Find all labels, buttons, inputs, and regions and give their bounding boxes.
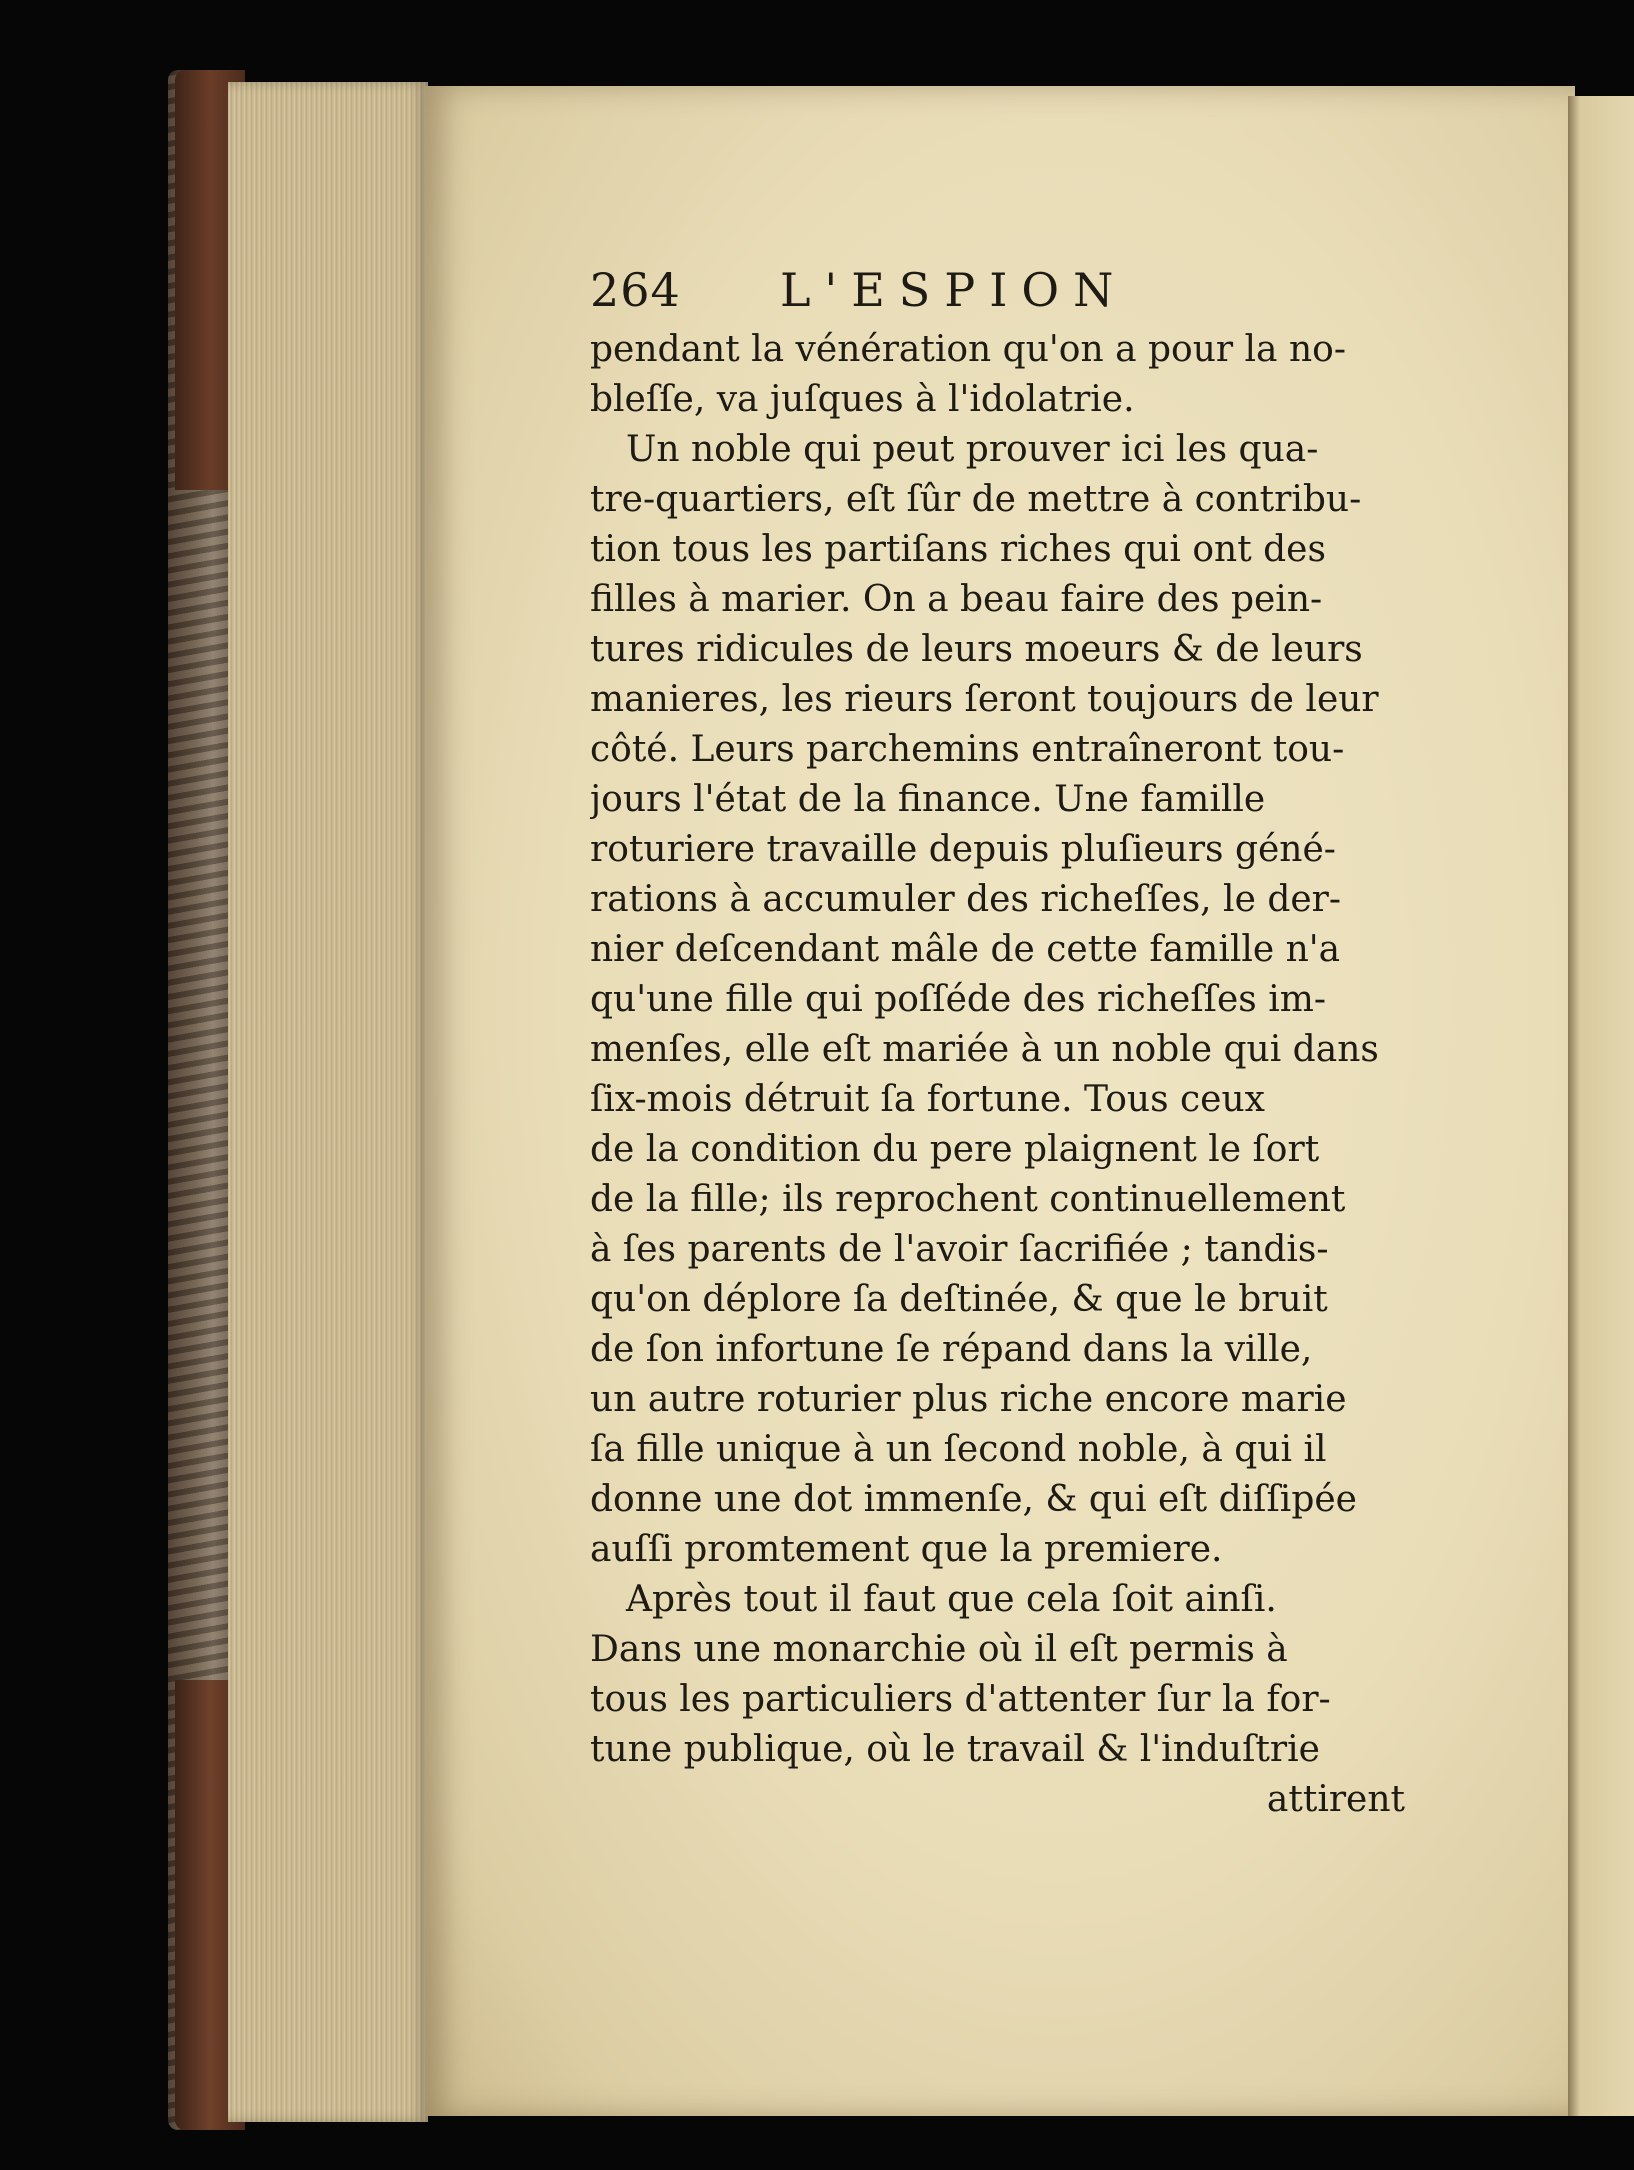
text-line: filles à marier. On a beau faire des pein-	[590, 579, 1323, 620]
body-text	[590, 325, 1425, 1825]
page-edges	[228, 82, 428, 2122]
text-line: à ſes parents de l'avoir ſacrifiée ; tandis-	[590, 1229, 1329, 1270]
text-line: Après tout il faut que cela ſoit ainſi.	[590, 1579, 1277, 1620]
text-line: tre-quartiers, eſt ſûr de mettre à contribu-	[590, 479, 1362, 520]
page-text	[590, 255, 1425, 1825]
text-line: jours l'état de la finance. Une famille	[590, 779, 1266, 820]
catchword: attirent	[1266, 1779, 1405, 1820]
facing-page-edge	[1568, 96, 1634, 2116]
text-line: de ſon infortune ſe répand dans la ville,	[590, 1329, 1313, 1370]
text-line: côté. Leurs parchemins entraîneront tou-	[590, 729, 1345, 770]
text-line: Un noble qui peut prouver ici les qua-	[590, 429, 1319, 470]
running-title: L'ESPION	[780, 263, 1128, 317]
text-line: bleſſe, va juſques à l'idolatrie.	[590, 379, 1135, 420]
text-line: tous les particuliers d'attenter ſur la for-	[590, 1679, 1331, 1720]
text-line: de la condition du pere plaignent le ſort	[590, 1129, 1320, 1170]
text-line: tion tous les partiſans riches qui ont des	[590, 529, 1326, 570]
running-head	[590, 255, 1425, 325]
text-line: tune publique, où le travail & l'induſtrie	[590, 1729, 1320, 1770]
text-line: ſix-mois détruit ſa fortune. Tous ceux	[590, 1079, 1265, 1120]
text-line: nier deſcendant mâle de cette famille n'a	[590, 929, 1341, 970]
text-line: manieres, les rieurs ſeront toujours de leur	[590, 679, 1379, 720]
text-line: roturiere travaille depuis pluſieurs géné-	[590, 829, 1336, 870]
text-line: qu'une fille qui poſſéde des richeſſes im-	[590, 979, 1327, 1020]
text-line: de la fille; ils reprochent continuellement	[590, 1179, 1346, 1220]
text-line: menſes, elle eſt mariée à un noble qui dans	[590, 1029, 1379, 1070]
text-line: qu'on déplore ſa deſtinée, & que le bruit	[590, 1279, 1328, 1320]
page-number: 264	[590, 263, 681, 317]
text-line: ſa fille unique à un ſecond noble, à qui il	[590, 1429, 1327, 1470]
text-line: donne une dot immenſe, & qui eſt diſſipée	[590, 1479, 1357, 1520]
text-line: un autre roturier plus riche encore marie	[590, 1379, 1347, 1420]
text-line: auſſi promtement que la premiere.	[590, 1529, 1223, 1570]
text-line: tures ridicules de leurs moeurs & de leurs	[590, 629, 1363, 670]
text-line: Dans une monarchie où il eſt permis à	[590, 1629, 1288, 1670]
text-line: rations à accumuler des richeſſes, le der-	[590, 879, 1342, 920]
text-line: pendant la vénération qu'on a pour la no-	[590, 329, 1346, 370]
